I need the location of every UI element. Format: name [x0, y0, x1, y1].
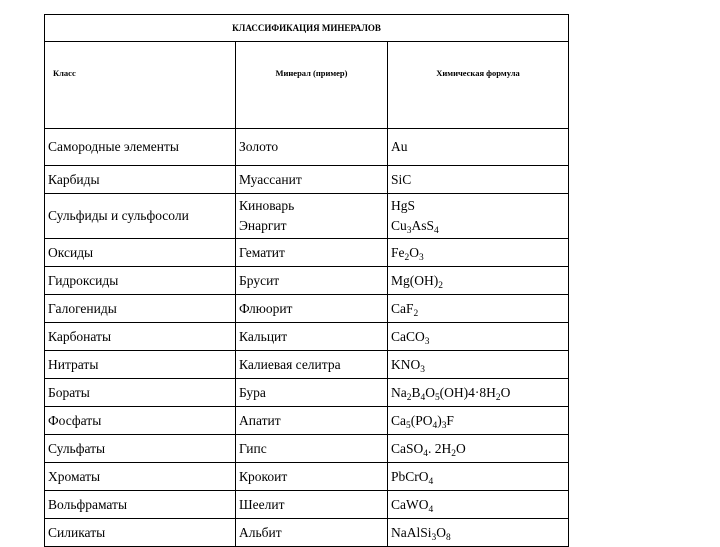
- cell-class: Силикаты: [45, 519, 236, 547]
- cell-class: Сульфиды и сульфосоли: [45, 194, 236, 239]
- cell-formula: $Mg(OH)_2$: [388, 267, 569, 295]
- table-row: [45, 463, 569, 491]
- cell-class: Вольфраматы: [45, 491, 236, 519]
- cell-class: Хроматы: [45, 463, 236, 491]
- cell-mineral: Муассанит: [236, 166, 388, 194]
- table-row: [45, 323, 569, 351]
- cell-mineral: Гематит: [236, 239, 388, 267]
- cell-mineral: Киноварь Энаргит: [236, 194, 388, 239]
- cell-formula: CaWO$_4$: [388, 491, 569, 519]
- table-row: [45, 351, 569, 379]
- header-formula: Химическая формула: [388, 42, 569, 129]
- cell-mineral: Кальцит: [236, 323, 388, 351]
- table-row: [45, 267, 569, 295]
- table-row: [45, 407, 569, 435]
- cell-class: Карбонаты: [45, 323, 236, 351]
- cell-formula: SiC: [388, 166, 569, 194]
- cell-mineral: Бура: [236, 379, 388, 407]
- table-row: [45, 435, 569, 463]
- cell-mineral: Альбит: [236, 519, 388, 547]
- cell-mineral: Гипс: [236, 435, 388, 463]
- table-row: [45, 379, 569, 407]
- table-row: [45, 491, 569, 519]
- table-row: [45, 194, 569, 239]
- cell-formula: CaCO$_3$: [388, 323, 569, 351]
- cell-class: Галогениды: [45, 295, 236, 323]
- table-title: КЛАССИФИКАЦИЯ МИНЕРАЛОВ: [45, 15, 569, 42]
- cell-class: Гидроксиды: [45, 267, 236, 295]
- cell-formula: $Na_2B_4O_5(OH)4\cdot 8H_2O$: [388, 379, 569, 407]
- table-row: [45, 239, 569, 267]
- header-class: Класс: [45, 42, 236, 129]
- table-row: [45, 129, 569, 166]
- cell-formula: $KNO_3$: [388, 351, 569, 379]
- cell-class: Бораты: [45, 379, 236, 407]
- cell-formula: PbCrO$_4$: [388, 463, 569, 491]
- table-row: [45, 295, 569, 323]
- cell-mineral: Брусит: [236, 267, 388, 295]
- cell-mineral: Флюорит: [236, 295, 388, 323]
- header-mineral: Минерал (пример): [236, 42, 388, 129]
- cell-formula: CaSO$_4$. $2H_2O$: [388, 435, 569, 463]
- cell-class: Нитраты: [45, 351, 236, 379]
- cell-mineral: Крокоит: [236, 463, 388, 491]
- table-row: [45, 519, 569, 547]
- cell-formula: HgS $Cu_3AsS_4$: [388, 194, 569, 239]
- cell-formula: $Ca_5(PO_4)_3F$: [388, 407, 569, 435]
- cell-formula: $Fe_2O_3$: [388, 239, 569, 267]
- minerals-table: [44, 14, 569, 547]
- cell-class: Карбиды: [45, 166, 236, 194]
- cell-formula: $NaAlSi_3O_8$: [388, 519, 569, 547]
- cell-class: Фосфаты: [45, 407, 236, 435]
- cell-class: Оксиды: [45, 239, 236, 267]
- table-row: [45, 166, 569, 194]
- cell-mineral: Апатит: [236, 407, 388, 435]
- cell-mineral: Шеелит: [236, 491, 388, 519]
- cell-class: Самородные элементы: [45, 129, 236, 166]
- cell-formula: Au: [388, 129, 569, 166]
- cell-class: Сульфаты: [45, 435, 236, 463]
- cell-mineral: Калиевая селитра: [236, 351, 388, 379]
- cell-formula: CaF$_2$: [388, 295, 569, 323]
- cell-mineral: Золото: [236, 129, 388, 166]
